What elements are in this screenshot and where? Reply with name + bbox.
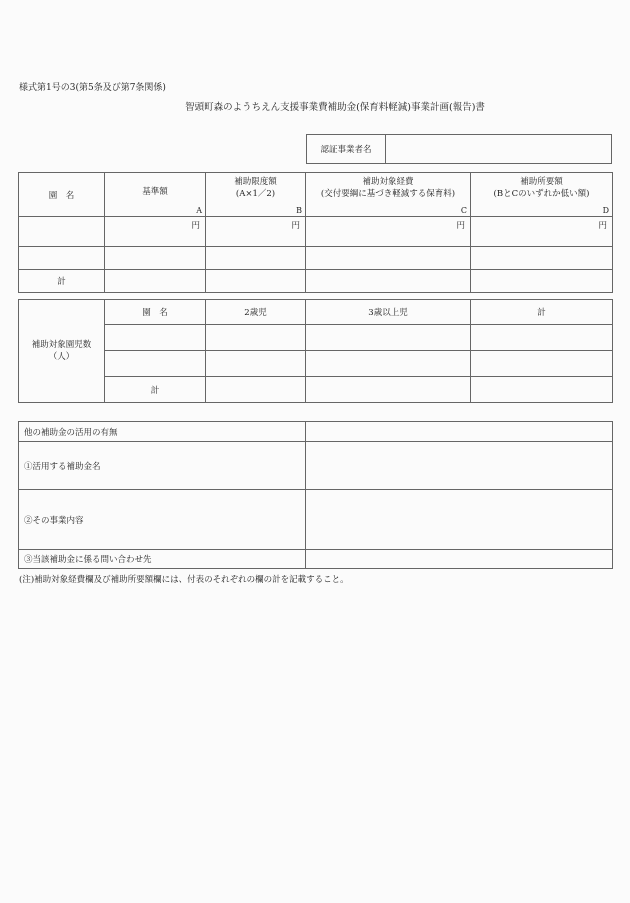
cost-total-limit-field[interactable]	[206, 270, 306, 293]
children-name-field[interactable]	[105, 351, 206, 377]
children-row	[19, 325, 613, 351]
cost-row	[19, 217, 613, 247]
col-header-base: 基準額 A	[105, 173, 206, 217]
children-age2-field[interactable]	[206, 351, 306, 377]
footnote: (注)補助対象経費欄及び補助所要額欄には、付表のそれぞれの欄の計を記載すること。	[19, 575, 349, 585]
cost-eligible-field[interactable]	[306, 247, 471, 270]
subsidy-name-field[interactable]	[306, 442, 613, 490]
children-table	[18, 299, 613, 403]
children-total-label: 計	[105, 377, 206, 403]
cost-base-field[interactable]	[105, 247, 206, 270]
children-total-row	[19, 377, 613, 403]
col-header-age2: 2歳児	[206, 300, 306, 325]
cost-base-field[interactable]: 円	[105, 217, 206, 247]
operator-label: 認証事業者名	[307, 135, 386, 164]
subsidy-contact-label: ③当該補助金に係る問い合わせ先	[19, 550, 306, 569]
children-total-field[interactable]	[471, 351, 613, 377]
other-subsidy-table	[18, 421, 613, 569]
children-age2-field[interactable]	[206, 325, 306, 351]
subsidy-row	[19, 550, 613, 569]
form-id: 様式第1号の3(第5条及び第7条関係)	[19, 83, 166, 93]
col-header-limit: 補助限度額 (A×1／2) B	[206, 173, 306, 217]
page-title: 智頭町森のようちえん支援事業費補助金(保育料軽減)事業計画(報告)書	[185, 102, 485, 113]
children-total-age2-field[interactable]	[206, 377, 306, 403]
cost-total-label: 計	[19, 270, 105, 293]
subsidy-contact-field[interactable]	[306, 550, 613, 569]
children-total-age3plus-field[interactable]	[306, 377, 471, 403]
children-total-field[interactable]	[471, 325, 613, 351]
subsidy-name-label: ①活用する補助金名	[19, 442, 306, 490]
children-row	[19, 351, 613, 377]
cost-limit-field[interactable]	[206, 247, 306, 270]
children-name-field[interactable]	[105, 325, 206, 351]
cost-eligible-field[interactable]: 円	[306, 217, 471, 247]
cost-name-field[interactable]	[19, 247, 105, 270]
cost-required-field[interactable]: 円	[471, 217, 613, 247]
cost-required-field[interactable]	[471, 247, 613, 270]
cost-total-eligible-field[interactable]	[306, 270, 471, 293]
subsidy-content-label: ②その事業内容	[19, 490, 306, 550]
operator-name-field[interactable]	[386, 135, 612, 164]
cost-header-row	[19, 173, 613, 217]
cost-table	[18, 172, 613, 293]
cost-total-required-field[interactable]	[471, 270, 613, 293]
col-header-eligible: 補助対象経費 (交付要綱に基づき軽減する保育料) C	[306, 173, 471, 217]
subsidy-usage-label: 他の補助金の活用の有無	[19, 422, 306, 442]
subsidy-row	[19, 422, 613, 442]
children-header-row	[19, 300, 613, 325]
subsidy-usage-field[interactable]	[306, 422, 613, 442]
subsidy-row	[19, 442, 613, 490]
col-header-name: 園 名	[105, 300, 206, 325]
children-age3plus-field[interactable]	[306, 325, 471, 351]
col-header-name: 園 名	[19, 173, 105, 217]
children-age3plus-field[interactable]	[306, 351, 471, 377]
cost-total-base-field[interactable]	[105, 270, 206, 293]
cost-total-row	[19, 270, 613, 293]
cost-row	[19, 247, 613, 270]
col-header-total: 計	[471, 300, 613, 325]
col-header-required: 補助所要額 (BとCのいずれか低い額) D	[471, 173, 613, 217]
subsidy-content-field[interactable]	[306, 490, 613, 550]
col-header-age3plus: 3歳以上児	[306, 300, 471, 325]
cost-limit-field[interactable]: 円	[206, 217, 306, 247]
cost-name-field[interactable]	[19, 217, 105, 247]
operator-box	[306, 134, 612, 164]
children-row-header: 補助対象園児数 （人）	[19, 300, 105, 403]
subsidy-row	[19, 490, 613, 550]
children-total-total-field[interactable]	[471, 377, 613, 403]
